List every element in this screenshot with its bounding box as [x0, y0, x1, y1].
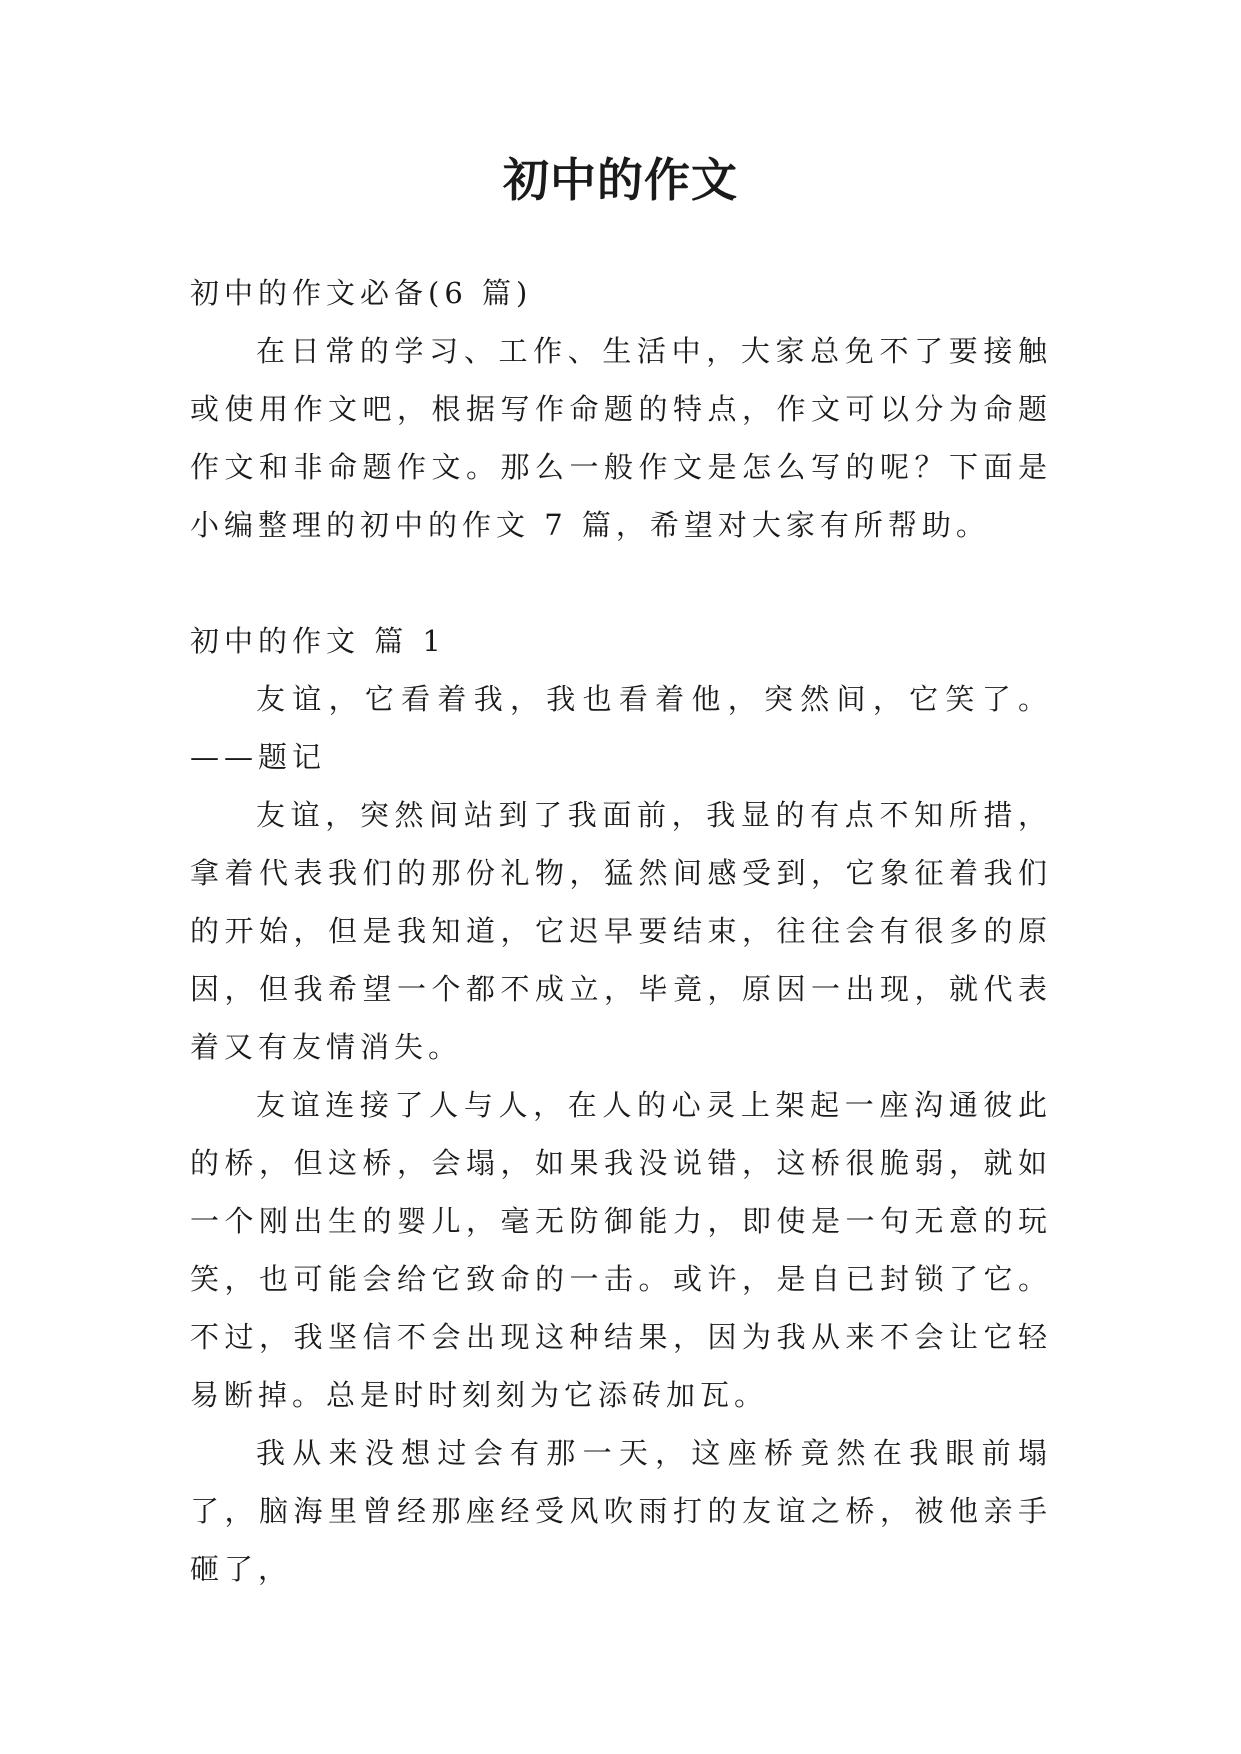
intro-heading: 初中的作文必备(6 篇) — [190, 276, 533, 310]
section-heading: 初中的作文 篇 1 — [190, 624, 446, 658]
section-spacer — [190, 554, 1052, 612]
intro-paragraph: 在日常的学习、工作、生活中，大家总免不了要接触或使用作文吧，根据写作命题的特点，作文可以分为命题作文和非命题作文。那么一般作文是怎么写的呢？下面是小编整理的初中的作文 7 篇，希望对大家有所帮助。 — [190, 334, 1052, 542]
document-body — [190, 264, 1052, 1598]
body-paragraph: 友谊，它看着我，我也看着他，突然间，它笑了。——题记 — [190, 682, 1052, 774]
body-paragraph: 友谊连接了人与人，在人的心灵上架起一座沟通彼此的桥，但这桥，会塌，如果我没说错，这桥很脆弱，就如一个刚出生的婴儿，毫无防御能力，即使是一句无意的玩笑，也可能会给它致命的一击。或许，是自已封锁了它。不过，我坚信不会出现这种结果，因为我从来不会让它轻易断掉。总是时时刻刻为它添砖加瓦。 — [190, 1088, 1052, 1412]
document-title: 初中的作文 — [503, 153, 738, 207]
body-paragraph: 我从来没想过会有那一天，这座桥竟然在我眼前塌了，脑海里曾经那座经受风吹雨打的友谊之桥，被他亲手砸了， — [190, 1436, 1052, 1586]
body-paragraph: 友谊，突然间站到了我面前，我显的有点不知所措，拿着代表我们的那份礼物，猛然间感受到，它象征着我们的开始，但是我知道，它迟早要结束，往往会有很多的原因，但我希望一个都不成立，毕竟，原因一出现，就代表着又有友情消失。 — [190, 798, 1052, 1064]
